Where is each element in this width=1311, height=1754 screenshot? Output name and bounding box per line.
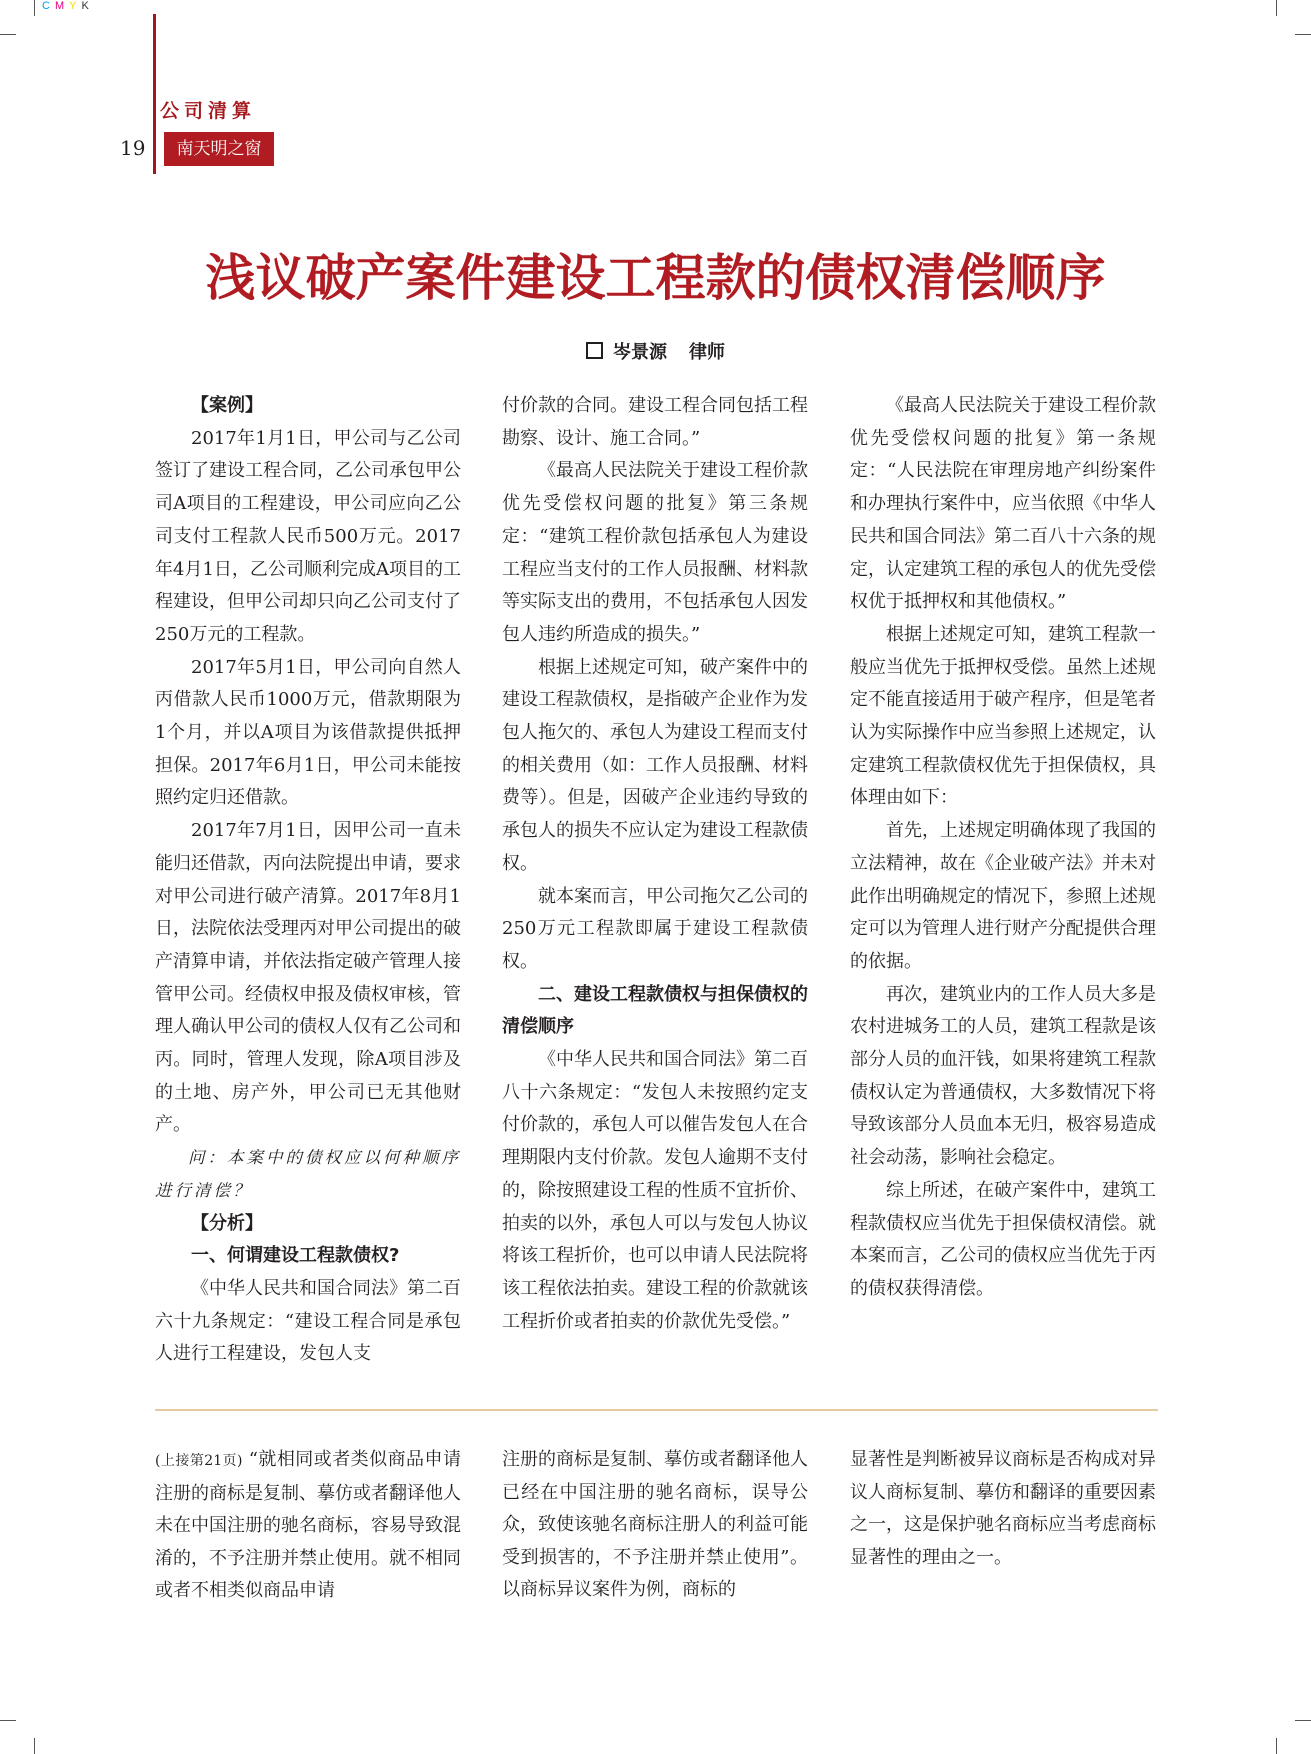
paragraph: 再次，建筑业内的工作人员大多是农村进城务工的人员，建筑工程款是该部分人员的血汗钱，如果将建筑工程款债权认定为普通债权，大多数情况下将导致该部分人员血本无归，极容易造成社会动荡，影响社会稳定。 xyxy=(850,983,1156,1169)
subheading: 一、何谓建设工程款债权? xyxy=(191,1245,400,1267)
paragraph: 综上所述，在破产案件中，建筑工程款债权应当优先于担保债权清偿。就本案而言，乙公司的债权应当优先于丙的债权获得清偿。 xyxy=(850,1179,1156,1299)
article-column-3 xyxy=(850,390,1156,1306)
paragraph: 显著性是判断被异议商标是否构成对异议人商标复制、摹仿和翻译的重要因素之一，这是保护驰名商标应当考虑商标显著性的理由之一。 xyxy=(850,1449,1156,1568)
section-divider xyxy=(155,1409,1158,1411)
article-column-2 xyxy=(502,390,808,1338)
crop-mark xyxy=(34,0,35,16)
case-heading: 【案例】 xyxy=(191,395,263,416)
crop-mark xyxy=(1276,1738,1277,1754)
continuation-column-2 xyxy=(502,1444,808,1607)
paragraph: 根据上述规定可知，建筑工程款一般应当优先于抵押权受偿。虽然上述规定不能直接适用于破产程序，但是笔者认为实际操作中应当参照上述规定，认定建筑工程款债权优先于担保债权，具体理由如下： xyxy=(850,623,1156,809)
header-accent-line xyxy=(153,14,156,174)
continuation-column-3 xyxy=(850,1444,1156,1574)
continuation-text: “就相同或者类似商品申请注册的商标是复制、摹仿或者翻译他人未在中国注册的驰名商标，容易导致混淆的，不予注册并禁止使用。就不相同或者不相类似商品申请 xyxy=(155,1449,461,1601)
cmyk-m: M xyxy=(54,0,70,12)
paragraph: 付价款的合同。建设工程合同包括工程勘察、设计、施工合同。” xyxy=(502,395,808,449)
case-question: 问：本案中的债权应以何种顺序进行清偿？ xyxy=(155,1148,461,1200)
paragraph: 根据上述规定可知，破产案件中的建设工程款债权，是指破产企业作为发包人拖欠的、承包人为建设工程而支付的相关费用（如：工作人员报酬、材料费等）。但是，因破产企业违约导致的承包人的损失不应认定为建设工程款债权。 xyxy=(502,656,808,874)
subheading: 二、建设工程款债权与担保债权的清偿顺序 xyxy=(502,983,808,1038)
crop-mark xyxy=(0,1720,16,1721)
author-name: 岑景源 xyxy=(613,342,667,363)
paragraph: 《最高人民法院关于建设工程价款优先受偿权问题的批复》第三条规定：“建筑工程价款包括承包人为建设工程应当支付的工作人员报酬、材料款等实际支出的费用，不包括承包人因发包人违约所造成的损失。” xyxy=(502,460,808,645)
paragraph: 《最高人民法院关于建设工程价款优先受偿权问题的批复》第一条规定：“人民法院在审理房地产纠纷案件和办理执行案件中，应当依照《中华人民共和国合同法》第二百八十六条的规定，认定建筑工程的承包人的优先受偿权优于抵押权和其他债权。” xyxy=(850,395,1156,613)
cmyk-c: C xyxy=(42,0,55,12)
paragraph: 就本案而言，甲公司拖欠乙公司的250万元工程款即属于建设工程款债权。 xyxy=(502,885,808,972)
crop-mark xyxy=(34,1738,35,1754)
paragraph: 2017年7月1日，因甲公司一直未能归还借款，丙向法院提出申请，要求对甲公司进行破产清算。2017年8月1日，法院依法受理丙对甲公司提出的破产清算申请，并依法指定破产管理人接管甲公司。经债权申报及债权审核，管理人确认甲公司的债权人仅有乙公司和丙。同时，管理人发现，除A项目涉及的土地、房产外，甲公司已无其他财产。 xyxy=(155,820,461,1136)
paragraph: 2017年1月1日，甲公司与乙公司签订了建设工程合同，乙公司承包甲公司A项目的工程建设，甲公司应向乙公司支付工程款人民币500万元。2017年4月1日，乙公司顺利完成A项目的工程建设，但甲公司却只向乙公司支付了250万元的工程款。 xyxy=(155,427,461,645)
cmyk-color-bar xyxy=(42,0,94,12)
article-column-1 xyxy=(155,390,461,1371)
paragraph: 2017年5月1日，甲公司向自然人丙借款人民币1000万元，借款期限为1个月，并以A项目为该借款提供抵押担保。2017年6月1日，甲公司未能按照约定归还借款。 xyxy=(155,656,461,809)
cmyk-y: Y xyxy=(69,0,82,12)
author-role: 律师 xyxy=(689,342,725,363)
square-bullet-icon xyxy=(586,342,603,359)
continuation-column-1 xyxy=(155,1444,461,1608)
paragraph: 《中华人民共和国合同法》第二百八十六条规定：“发包人未按照约定支付价款的，承包人可以催告发包人在合理期限内支付价款。发包人逾期不支付的，除按照建设工程的性质不宜折价、拍卖的以外，承包人可以与发包人协议将该工程折价，也可以申请人民法院将该工程依法拍卖。建设工程的价款就该工程折价或者拍卖的价款优先受偿。” xyxy=(502,1049,808,1332)
paragraph: 《中华人民共和国合同法》第二百六十九条规定：“建设工程合同是承包人进行工程建设，发包人支 xyxy=(155,1277,461,1365)
paragraph: 注册的商标是复制、摹仿或者翻译他人已经在中国注册的驰名商标，误导公众，致使该驰名商标注册人的利益可能受到损害的，不予注册并禁止使用”。以商标异议案件为例，商标的 xyxy=(502,1449,808,1600)
page-number: 19 xyxy=(120,136,146,160)
paragraph xyxy=(155,1444,461,1608)
crop-mark xyxy=(1295,1720,1311,1721)
section-label: 公司清算 xyxy=(160,100,257,122)
cmyk-k: K xyxy=(81,0,94,12)
crop-mark xyxy=(1295,34,1311,35)
analysis-heading: 【分析】 xyxy=(191,1212,263,1234)
paragraph: 首先，上述规定明确体现了我国的立法精神，故在《企业破产法》并未对此作出明确规定的情况下，参照上述规定可以为管理人进行财产分配提供合理的依据。 xyxy=(850,820,1156,972)
column-name-badge: 南天明之窗 xyxy=(164,132,274,166)
crop-mark xyxy=(0,34,16,35)
crop-mark xyxy=(1276,0,1277,16)
continuation-marker: (上接第21页) xyxy=(155,1453,243,1469)
article-title: 浅议破产案件建设工程款的债权清偿顺序 xyxy=(205,249,1106,307)
author-line xyxy=(0,338,1311,364)
